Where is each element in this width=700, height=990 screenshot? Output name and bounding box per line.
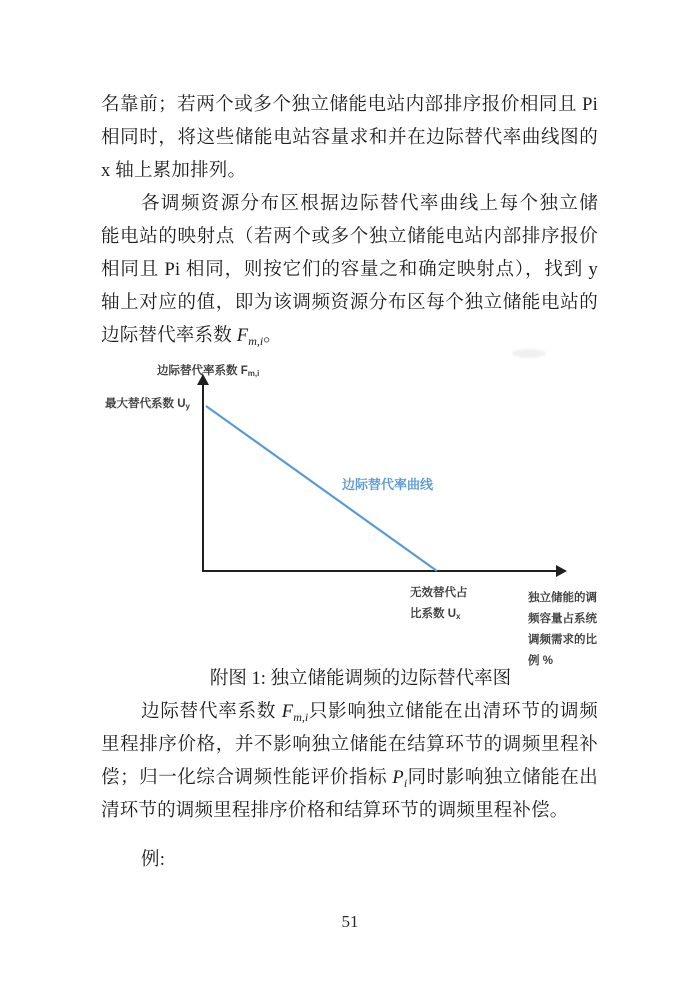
y-axis-title-text: 边际替代率系数 F	[157, 365, 248, 377]
page-number: 51	[341, 912, 359, 931]
formula-post: 同时影响独立储能在出	[407, 768, 598, 788]
formula-pre: 偿；归一化综合调频性能评价指标	[101, 768, 393, 788]
x-axis-title-line3: 调频需求的比	[528, 634, 597, 646]
y-max-label-subscript: y	[185, 402, 190, 411]
x-axis-title-line1: 独立储能的调	[528, 592, 597, 604]
formula-variable: F	[236, 326, 249, 346]
x-axis-title	[528, 588, 612, 672]
x-intercept-label-line2: 比系数 U	[410, 608, 456, 620]
formula-variable: P	[392, 768, 404, 788]
x-intercept-label	[410, 583, 500, 627]
y-max-label-text: 最大替代系数 U	[105, 398, 186, 410]
x-axis-title-line4: 例 %	[528, 655, 553, 667]
body-line-p2-1: 各调频资源分布区根据边际替代率曲线上每个独立储	[141, 194, 598, 214]
formula-variable: F	[281, 702, 294, 722]
body-line-p3-4: 清环节的调频里程排序价格和结算环节的调频里程补偿。	[101, 801, 569, 821]
figure-caption: 附图 1: 独立储能调频的边际替代率图	[209, 669, 512, 689]
body-line-p1-1: 名靠前；若两个或多个独立储能电站内部排序报价相同且 Pi	[101, 95, 598, 115]
body-line-p2-4: 轴上对应的值，即为该调频资源分布区每个独立储能电站的	[101, 293, 598, 313]
formula-post: 。	[263, 326, 282, 346]
body-line-p2-3: 相同且 Pi 相同，则按它们的容量之和确定映射点），找到 y	[101, 260, 598, 280]
x-intercept-label-line1: 无效替代占	[410, 587, 468, 599]
y-axis-title-subscript: m,i	[247, 369, 260, 378]
formula-subscript: i	[403, 776, 408, 790]
body-line-p3-2: 里程排序价格，并不影响独立储能在结算环节的调频里程补	[101, 735, 598, 755]
body-line-p3-3	[101, 765, 598, 791]
formula-pre: 边际替代率系数	[141, 702, 282, 722]
body-line-p1-2: 相同时，将这些储能电站容量求和并在边际替代率曲线图的	[101, 128, 598, 148]
scan-smudge	[512, 349, 546, 358]
formula-pre: 边际替代率系数	[101, 326, 237, 346]
body-line-p2-2: 能电站的映射点（若两个或多个独立储能电站内部排序报价	[101, 227, 598, 247]
body-line-p1-3: x 轴上累加排列。	[101, 161, 247, 181]
formula-subscript: m,i	[293, 710, 309, 724]
formula-post: 只影响独立储能在出清环节的调频	[308, 702, 598, 722]
x-axis-title-line2: 频容量占系统	[528, 613, 597, 625]
curve-inline-label: 边际替代率曲线	[342, 477, 434, 492]
x-intercept-subscript: x	[456, 612, 461, 621]
body-line-example: 例:	[141, 850, 166, 870]
formula-subscript: m,i	[248, 334, 264, 348]
body-line-p2-5	[101, 323, 598, 349]
body-line-p3-1	[101, 699, 598, 725]
